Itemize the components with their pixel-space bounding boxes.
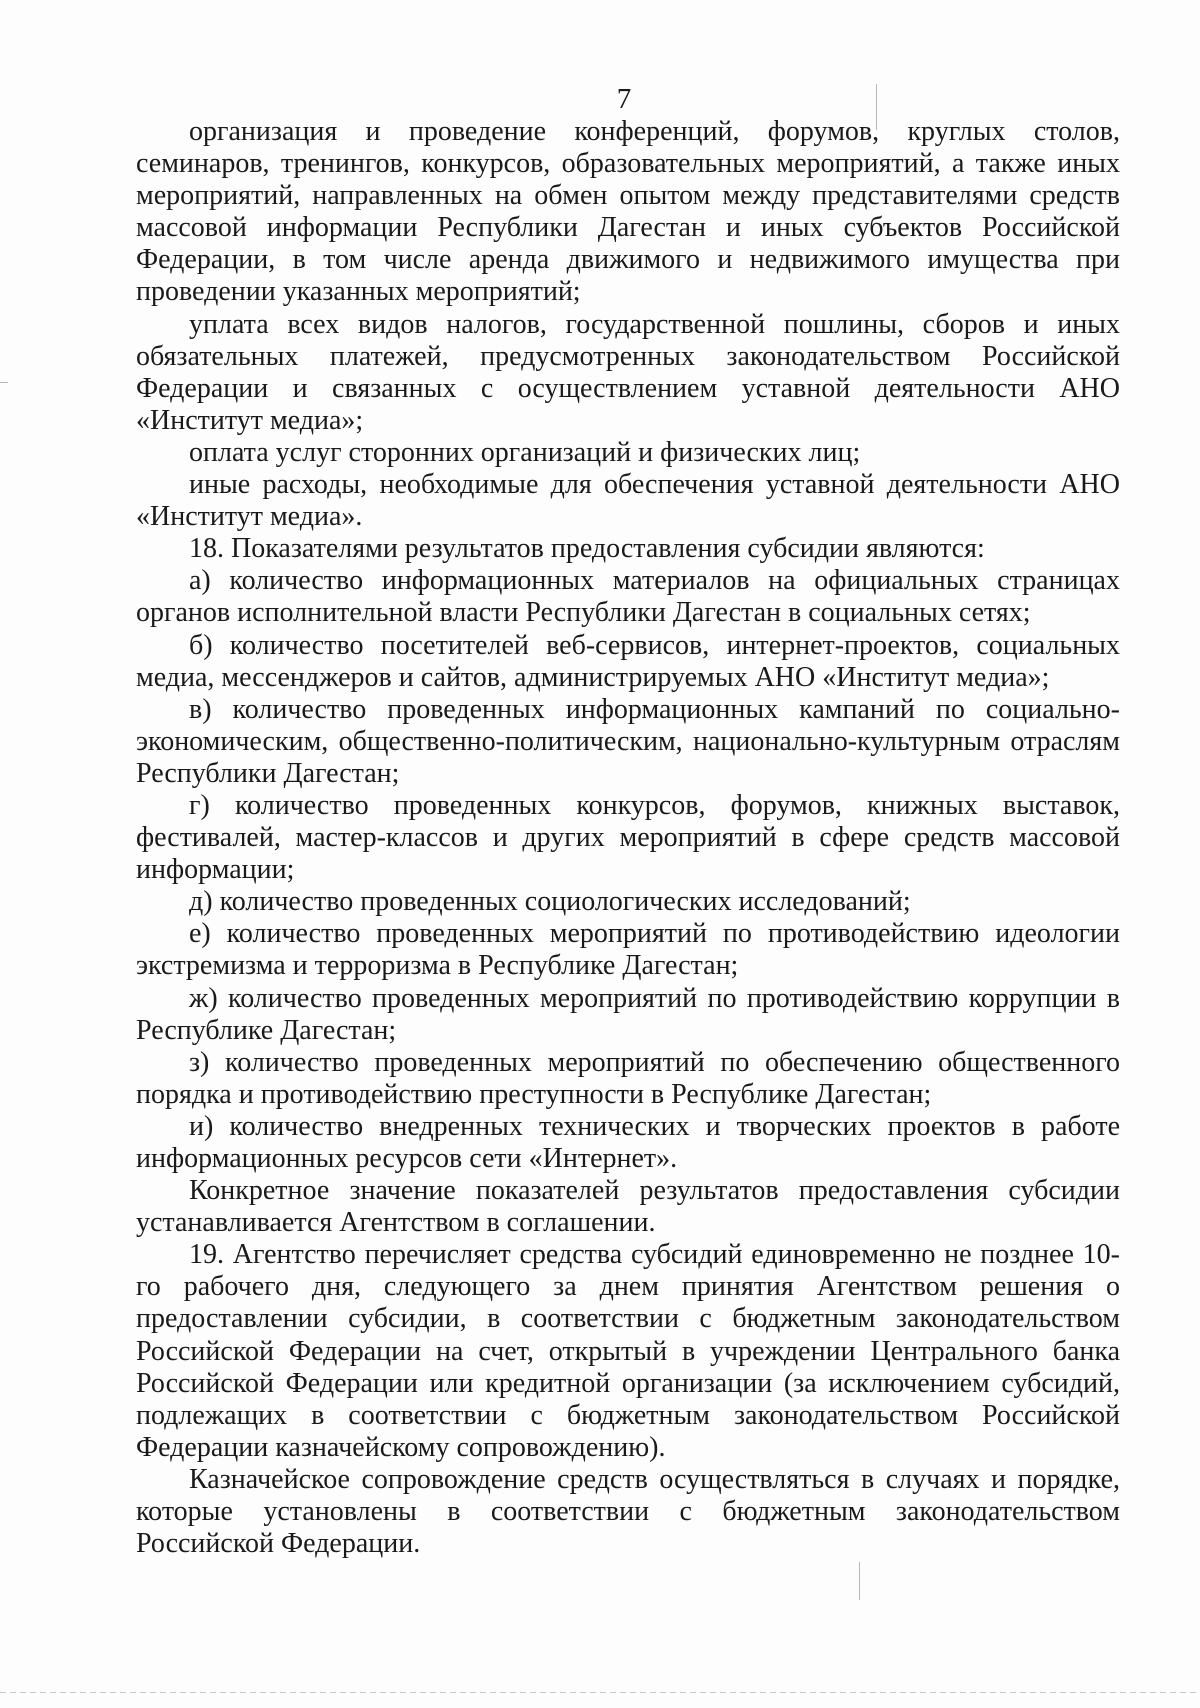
list-item-zh: ж) количество проведенных мероприятий по противодействию коррупции в Республике Дагестан; xyxy=(136,982,1120,1046)
list-item-z: з) количество проведенных мероприятий по обеспечению общественного порядка и противодействию преступности в Республике Дагестан; xyxy=(136,1046,1120,1110)
paragraph-18-heading: 18. Показателями результатов предоставления субсидии являются: xyxy=(189,533,985,565)
paragraph-treasury-support: Казначейское сопровождение средств осуществляться в случаях и порядке, которые установлены в соответствии с бюджетным законодательством Российской Федерации. xyxy=(136,1463,1120,1560)
document-body xyxy=(136,116,1120,1560)
paragraph-taxes: уплата всех видов налогов, государственной пошлины, сборов и иных обязательных платежей, предусмотренных законодательством Российской Федерации и связанных с осуществлением уставной деятельности АНО «Институт медиа»; xyxy=(136,308,1120,436)
scan-edge-line xyxy=(0,1692,1200,1693)
list-item-a: а) количество информационных материалов на официальных страницах органов исполнительной власти Республики Дагестан в социальных сетях; xyxy=(136,565,1120,629)
paragraph-conferences: организация и проведение конференций, форумов, круглых столов, семинаров, тренингов, конкурсов, образовательных мероприятий, а также иных мероприятий, направленных на обмен опытом между представителями средств массовой информации Республики Дагестан и иных субъектов Российской Федерации, в том числе аренда движимого и недвижимого имущества при проведении указанных мероприятий; xyxy=(136,116,1120,308)
list-item-b: б) количество посетителей веб-сервисов, интернет-проектов, социальных медиа, мессенджеров и сайтов, администрируемых АНО «Институт медиа»; xyxy=(136,629,1120,693)
list-item-d: д) количество проведенных социологических исследований; xyxy=(189,886,911,918)
paragraph-indicator-values: Конкретное значение показателей результатов предоставления субсидии устанавливается Агентством в соглашении. xyxy=(136,1175,1120,1239)
list-item-i: и) количество внедренных технических и творческих проектов в работе информационных ресурсов сети «Интернет». xyxy=(136,1110,1120,1174)
page-number: 7 xyxy=(616,83,632,115)
list-item-e: е) количество проведенных мероприятий по противодействию идеологии экстремизма и терроризма в Республике Дагестан; xyxy=(136,918,1120,982)
list-item-v: в) количество проведенных информационных кампаний по социально-экономическим, общественно-политическим, национально-культурным отраслям Республики Дагестан; xyxy=(136,693,1120,789)
scan-artifact-left xyxy=(0,382,8,383)
paragraph-services: оплата услуг сторонних организаций и физических лиц; xyxy=(189,436,861,468)
scan-artifact-bottom xyxy=(859,1562,860,1600)
list-item-g: г) количество проведенных конкурсов, форумов, книжных выставок, фестивалей, мастер-классов и других мероприятий в сфере средств массовой информации; xyxy=(136,789,1120,886)
paragraph-other-expenses: иные расходы, необходимые для обеспечения уставной деятельности АНО «Институт медиа». xyxy=(136,469,1120,533)
paragraph-19: 19. Агентство перечисляет средства субсидий единовременно не позднее 10-го рабочего дня, следующего за днем принятия Агентством решения о предоставлении субсидии, в соответствии с бюджетным законодательством Российской Федерации на счет, открытый в учреждении Центрального банка Российской Федерации или кредитной организации (за исключением субсидий, подлежащих в соответствии с бюджетным законодательством Российской Федерации казначейскому сопровождению). xyxy=(136,1239,1120,1463)
